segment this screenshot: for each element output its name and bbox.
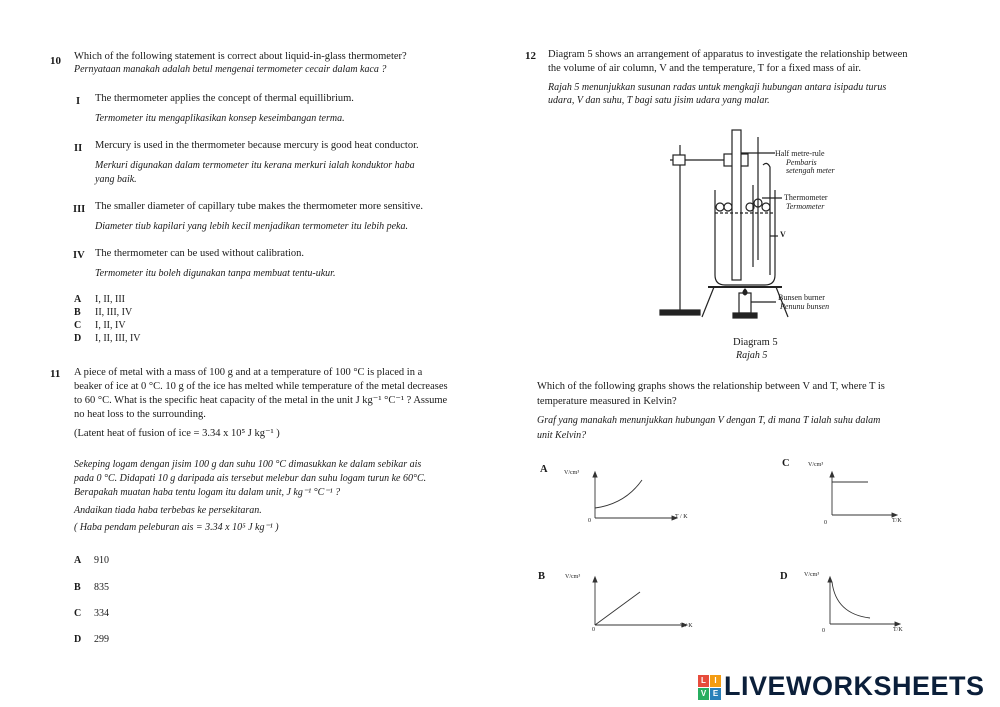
q12-question-line: Which of the following graphs shows the relationship between V and T, where T is (537, 381, 885, 392)
q12-question-ms-line: unit Kelvin? (537, 430, 587, 441)
q10-stem-ms: Pernyataan manakah adalah betul mengenai termometer cecair dalam kaca ? (74, 64, 387, 75)
graph-a-ylabel: V/cm³ (564, 470, 580, 476)
label-pembaris: Pembaris (786, 158, 817, 167)
graph-d-letter[interactable]: D (780, 571, 788, 582)
retort-stand-base (660, 310, 700, 315)
q11-option-letter: B (74, 582, 81, 593)
q10-statement-label: II (74, 143, 83, 154)
q11-latent-en: (Latent heat of fusion of ice = 3.34 x 10⁵ J kg⁻¹ ) (74, 428, 280, 439)
graph-c[interactable] (820, 465, 910, 525)
graph-c-ylabel: V/cm³ (808, 462, 824, 468)
liveworksheets-logo-icon (698, 675, 722, 701)
q11-stem-line: A piece of metal with a mass of 100 g and at a temperature of 100 °C is placed in a (74, 367, 423, 378)
q12-stem-ms-line: udara, V dan suhu, T bagi satu jisim udara yang malar. (548, 95, 770, 106)
q10-option-a[interactable]: I, II, III (95, 294, 125, 305)
q11-latent-ms: ( Haba pendam peleburan ais = 3.34 x 10⁵ J kg⁻¹ ) (74, 522, 279, 533)
bunsen-burner (739, 293, 751, 313)
graph-a-xlabel: T / K (675, 514, 688, 520)
q10-option-letter: D (74, 333, 82, 344)
apparatus-diagram (640, 125, 880, 325)
logo-tile-i: I (710, 675, 721, 687)
q11-stem-ms-line: pada 0 °C. Didapati 10 g daripada ais tersebut melebur dan suhu logam turun ke 60°C. (74, 473, 427, 484)
q11-stem-ms-line: Berapakah muatan haba tentu logam itu dalam unit, J kg⁻¹ °C⁻¹ ? (74, 487, 341, 498)
graph-a-curve (595, 480, 642, 508)
q10-option-letter: B (74, 307, 81, 318)
graph-a[interactable] (580, 470, 680, 530)
graph-b-origin: 0 (592, 627, 595, 633)
graph-c-letter[interactable]: C (782, 458, 790, 469)
q10-statement-label: I (76, 96, 81, 107)
q10-option-d[interactable]: I, II, III, IV (95, 333, 141, 344)
logo-tile-l: L (698, 675, 709, 687)
q11-stem-line: to 60 °C. What is the specific heat capacity of the metal in the unit J kg⁻¹ °C⁻¹ ? Assume (74, 395, 448, 406)
q10-statement-en: The thermometer applies the concept of thermal equillibrium. (95, 93, 354, 104)
graph-b[interactable] (580, 575, 690, 635)
half-metre-rule (732, 130, 741, 280)
q11-stem-line: beaker of ice at 0 °C. 10 g of the ice has melted while temperature of the metal decreases (74, 381, 448, 392)
q12-stem-line: the volume of air column, V and the temperature, T for a fixed mass of air. (548, 63, 861, 74)
q11-option-letter: D (74, 634, 82, 645)
q12-number: 12 (525, 50, 536, 62)
q10-statement-ms: Termometer itu mengaplikasikan konsep keseimbangan terma. (95, 113, 345, 124)
q10-number: 10 (50, 55, 61, 67)
q10-stem-en: Which of the following statement is correct about liquid-in-glass thermometer? (74, 51, 407, 62)
q10-option-c[interactable]: I, II, IV (95, 320, 126, 331)
q10-statement-label: III (73, 204, 86, 215)
logo-tile-v: V (698, 688, 709, 700)
q12-question-line: temperature measured in Kelvin? (537, 396, 677, 407)
q12-stem-ms-line: Rajah 5 menunjukkan susunan radas untuk mengkaji hubungan antara isipadu turus (548, 82, 887, 93)
q12-question-ms-line: Graf yang manakah menunjukkan hubungan V dengan T, di mana T ialah suhu dalam (537, 415, 881, 426)
q11-option-d[interactable]: 299 (94, 634, 109, 645)
q10-statement-en: Mercury is used in the thermometer because mercury is good heat conductor. (95, 140, 419, 151)
q10-statement-ms: yang baik. (95, 174, 137, 185)
graph-a-origin: 0 (588, 518, 591, 524)
q11-option-a[interactable]: 910 (94, 555, 109, 566)
graph-d-ylabel: V/cm³ (804, 572, 820, 578)
label-v: V (780, 230, 786, 239)
q12-stem-line: Diagram 5 shows an arrangement of apparatus to investigate the relationship between (548, 49, 908, 60)
label-bunsen-burner: Bunsen burner (778, 293, 825, 302)
q11-number: 11 (50, 368, 61, 380)
graph-d[interactable] (818, 572, 918, 634)
graph-c-xlabel: T/K (892, 518, 902, 524)
beaker (715, 190, 775, 285)
q10-statement-label: IV (73, 250, 85, 261)
graph-c-origin: 0 (824, 520, 827, 526)
q10-statement-ms: Termometer itu boleh digunakan tanpa membuat tentu-ukur. (95, 268, 336, 279)
label-thermometer: Thermometer (784, 193, 828, 202)
q10-statement-en: The smaller diameter of capillary tube makes the thermometer more sensitive. (95, 201, 424, 212)
q10-statement-ms: Diameter tiub kapilari yang lebih kecil menjadikan termometer itu lebih peka. (95, 221, 408, 232)
q10-statement-en: The thermometer can be used without calibration. (95, 248, 305, 259)
graph-d-origin: 0 (822, 628, 825, 634)
graph-d-curve (832, 582, 870, 618)
diagram-caption-ms: Rajah 5 (736, 350, 768, 361)
q11-assume-ms: Andaikan tiada haba terbebas ke persekitaran. (74, 505, 262, 516)
graph-b-line (595, 592, 640, 625)
graph-d-xlabel: T/K (893, 627, 903, 633)
diagram-caption: Diagram 5 (733, 337, 778, 348)
liveworksheets-wordmark: LIVEWORKSHEETS (724, 671, 985, 701)
q11-stem-ms-line: Sekeping logam dengan jisim 100 g dan suhu 100 °C dimasukkan ke dalam sebikar ais (74, 459, 422, 470)
q10-option-letter: A (74, 294, 82, 305)
logo-tile-e: E (710, 688, 721, 700)
graph-b-ylabel: V/cm³ (565, 574, 581, 580)
q10-option-b[interactable]: II, III, IV (95, 307, 133, 318)
q11-option-letter: C (74, 608, 82, 619)
liveworksheets-brand[interactable] (698, 671, 998, 703)
graph-a-letter[interactable]: A (540, 464, 548, 475)
q11-option-b[interactable]: 835 (94, 582, 109, 593)
q11-option-c[interactable]: 334 (94, 608, 109, 619)
label-half-metre-rule: Half metre-rule (775, 149, 825, 158)
graph-b-letter[interactable]: B (538, 571, 546, 582)
q11-option-letter: A (74, 555, 82, 566)
q10-statement-ms: Merkuri digunakan dalam termometer itu kerana merkuri ialah konduktor haba (95, 160, 415, 171)
graph-b-xlabel: T / K (680, 623, 693, 629)
q10-option-letter: C (74, 320, 82, 331)
label-termometer: Termometer (786, 202, 825, 211)
label-setengah-meter: setengah meter (786, 166, 835, 175)
q11-stem-line: no heat loss to the surrounding. (74, 409, 206, 420)
label-penunu-bunsen: Penunu bunsen (780, 302, 830, 311)
